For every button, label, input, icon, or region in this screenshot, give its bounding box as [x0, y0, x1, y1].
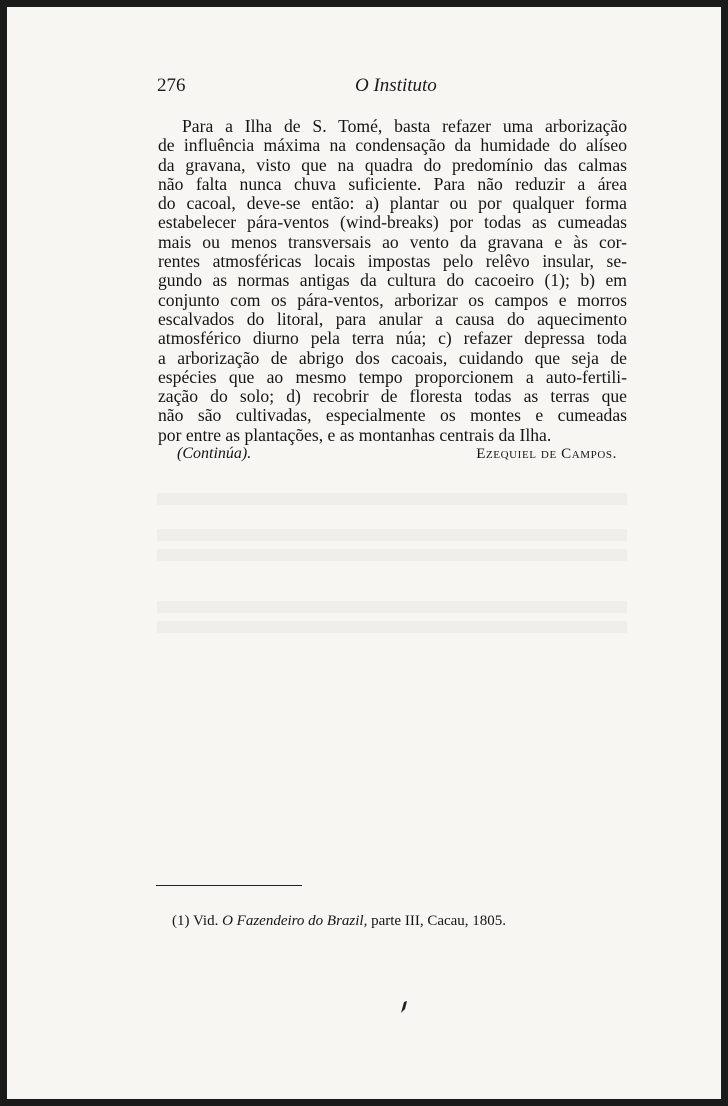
bleed-through-shadow — [157, 549, 627, 561]
bleed-through-shadow — [157, 601, 627, 613]
text-line: espécies que ao mesmo tempo proporcionem a auto-fertili- — [158, 366, 627, 387]
body-paragraph — [158, 117, 627, 445]
text-line: conjunto com os pára-ventos, arborizar os campos e morros — [158, 289, 627, 310]
text-line: do cacoal, deve-se então: a) plantar ou por qualquer forma — [158, 193, 627, 214]
bleed-through-shadow — [157, 493, 627, 505]
footnote-divider — [156, 885, 302, 886]
author-signature: Ezequiel de Campos. — [476, 446, 617, 462]
text-line: gundo as normas antigas da cultura do cacoeiro (1); b) em — [158, 270, 627, 291]
running-head — [157, 75, 627, 101]
text-line: não são cultivadas, especialmente os montes e cumeadas — [158, 405, 627, 426]
bleed-through-shadow — [157, 621, 627, 633]
continued-note: (Continúa). — [177, 445, 252, 462]
footnote-marker: (1) Vid. — [172, 913, 219, 929]
text-line: por entre as plantações, e as montanhas centrais da Ilha. — [158, 424, 552, 445]
footnote-rest: parte III, Cacau, 1805. — [371, 913, 507, 929]
text-line: a arborização de abrigo dos cacoais, cuidando que seja de — [158, 347, 627, 368]
running-title: O Instituto — [355, 75, 437, 96]
page-number: 276 — [157, 75, 186, 96]
ink-speck — [400, 1000, 408, 1014]
text-line: atmosférico diurno pela terra núa; c) refazer depressa toda — [158, 328, 627, 349]
text-line: de influência máxima na condensação da humidade do alíseo — [158, 135, 627, 156]
footnote — [172, 913, 506, 930]
book-page — [7, 7, 721, 1099]
text-line: rentes atmosféricas locais impostas pelo relêvo insular, se- — [158, 251, 627, 272]
text-line: da gravana, visto que na quadra do predomínio das calmas — [158, 154, 627, 175]
footnote-work-title: O Fazendeiro do Brazil, — [222, 913, 368, 929]
signature-row — [177, 445, 617, 469]
text-line: zação do solo; d) recobrir de floresta todas as terras que — [158, 386, 627, 407]
text-line: escalvados do litoral, para anular a causa do aquecimento — [158, 308, 627, 329]
text-line: estabelecer pára-ventos (wind-breaks) por todas as cumeadas — [158, 212, 627, 233]
text-line: Para a Ilha de S. Tomé, basta refazer uma arborização — [182, 116, 627, 136]
text-line: não falta nunca chuva suficiente. Para não reduzir a área — [158, 173, 627, 194]
bleed-through-shadow — [157, 529, 627, 541]
text-line: mais ou menos transversais ao vento da gravana e às cor- — [158, 231, 627, 252]
